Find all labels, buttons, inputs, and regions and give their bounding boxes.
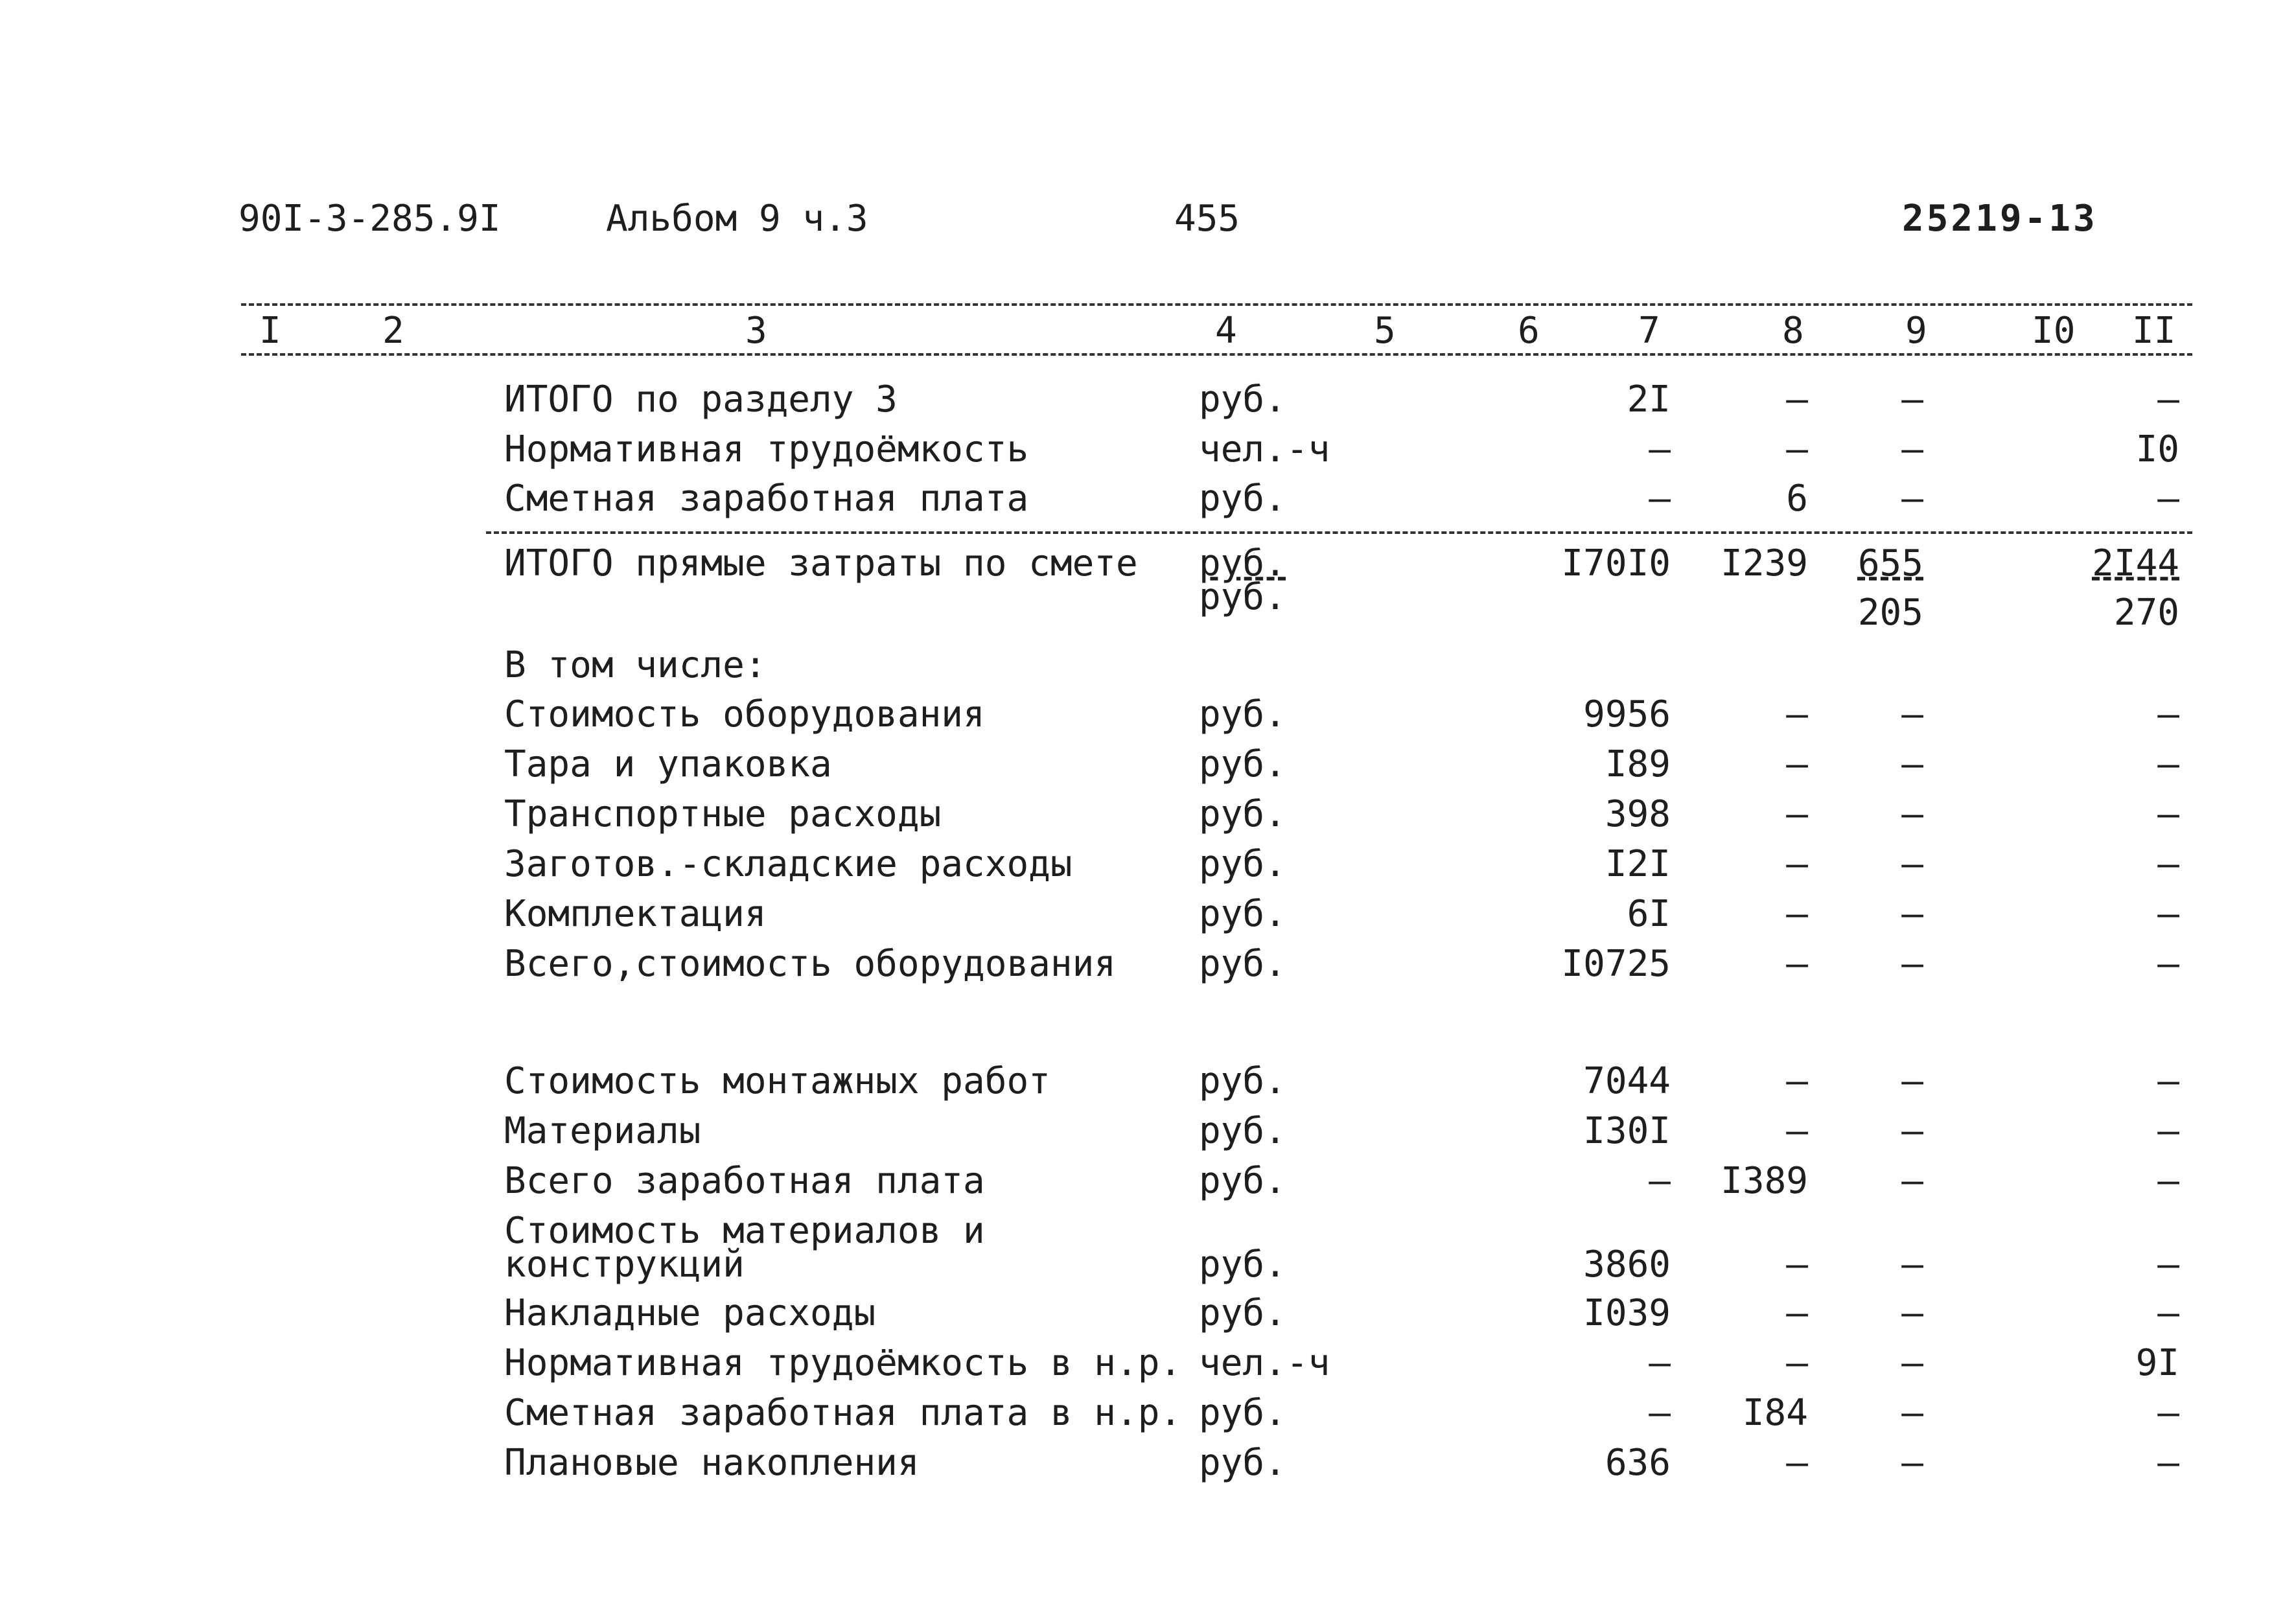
table-row: Стоимость оборудования руб. 9956 – – –: [504, 693, 2179, 735]
header-bottom-rule: [241, 353, 2192, 356]
column-number-9: 9: [1905, 310, 1927, 352]
sheet-number: 25219-13: [1902, 198, 2098, 240]
table-row: Транспортные расходы руб. 398 – – –: [504, 793, 2179, 835]
column-number-11: II: [2132, 310, 2176, 352]
column-number-8: 8: [1782, 310, 1804, 352]
table-row: Всего заработная плата руб. – I389 – –: [504, 1160, 2179, 1202]
table-row: Всего,стоимость оборудования руб. I0725 – – –: [504, 943, 2179, 985]
table-row: Накладные расходы руб. I039 – – –: [504, 1292, 2179, 1334]
column-number-4: 4: [1215, 310, 1237, 352]
column-number-10: I0: [2032, 310, 2076, 352]
table-row: Нормативная трудоёмкость чел.-ч – – – I0: [504, 428, 2179, 470]
header-top-rule: [241, 303, 2192, 306]
column-number-7: 7: [1638, 310, 1660, 352]
table-row: Тара и упаковка руб. I89 – – –: [504, 743, 2179, 785]
table-row: Материалы руб. I30I – – –: [504, 1110, 2179, 1152]
table-row: Заготов.-складские расходы руб. I2I – – –: [504, 843, 2179, 885]
column-number-6: 6: [1518, 310, 1540, 352]
column-number-3: 3: [745, 310, 767, 352]
column-number-2: 2: [382, 310, 404, 352]
table-row: Нормативная трудоёмкость в н.р. чел.-ч – – – 9I: [504, 1342, 2179, 1384]
table-row: Плановые накопления руб. 636 – – –: [504, 1442, 2179, 1484]
column-number-1: I: [259, 310, 281, 352]
page-number: 455: [1174, 198, 1240, 240]
column-number-5: 5: [1374, 310, 1396, 352]
including-label-row: В том числе:: [504, 644, 767, 686]
album-label: Альбом 9 ч.3: [606, 198, 868, 240]
table-row: Сметная заработная плата в н.р. руб. – I84 – –: [504, 1392, 2179, 1434]
document-code: 90I-3-285.9I: [238, 198, 501, 240]
table-row: Сметная заработная плата руб. – 6 – –: [504, 478, 2179, 520]
section-divider-rule: [486, 531, 2192, 534]
table-row: Стоимость монтажных работ руб. 7044 – – –: [504, 1060, 2179, 1102]
table-row: Стоимость материалов и конструкций руб. 3860 – – –: [504, 1210, 2179, 1286]
table-row: Комплектация руб. 6I – – –: [504, 893, 2179, 935]
table-row: ИТОГО по разделу 3 руб. 2I – – –: [504, 378, 2179, 421]
total-row: ИТОГО прямые затраты по смете руб. руб. I70I0 I239 655 205 2I44 270: [504, 542, 2179, 634]
